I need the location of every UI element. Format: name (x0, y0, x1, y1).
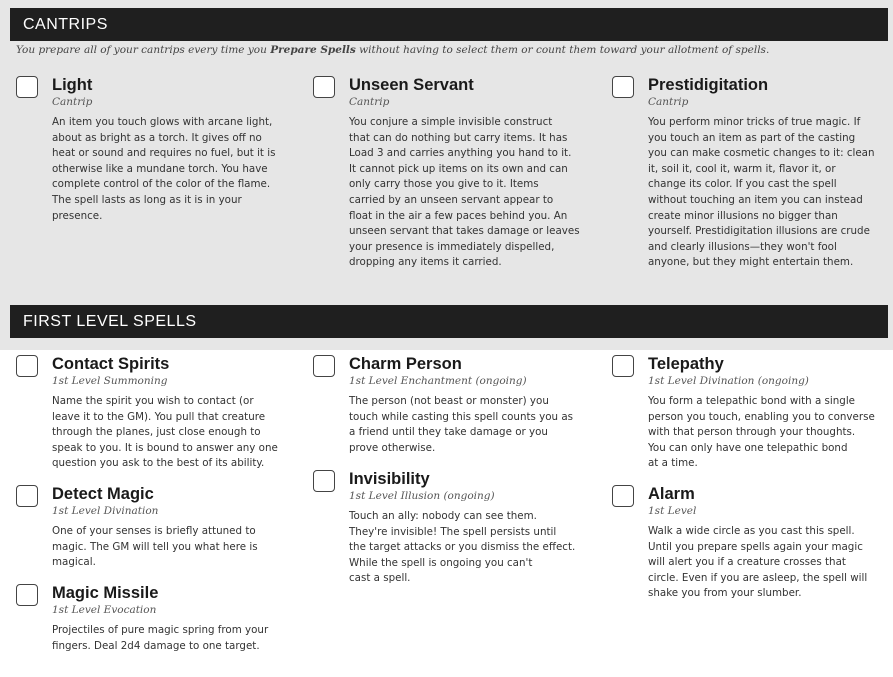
cantrips-header: CANTRIPS (10, 8, 888, 41)
prepare-checkbox[interactable] (16, 76, 38, 98)
spell-description: Walk a wide circle as you cast this spell. Until you prepare spells again your magic will alert you if a creature crosses that circle. Even if you are asleep, the spell will shake you from your slumber. (648, 525, 868, 600)
prepare-checkbox[interactable] (313, 76, 335, 98)
spell-description: Touch an ally: nobody can see them. They're invisible! The spell persists until the target attacks or you dismiss the effect. While the spell is ongoing you can't cast a spell. (349, 510, 576, 585)
spell-description: One of your senses is briefly attuned to magic. The GM will tell you what here is magical. (52, 525, 258, 569)
spell-level: 1st Level Divination (52, 505, 159, 517)
spell-level: 1st Level Summoning (52, 375, 168, 387)
cantrips-intro: You prepare all of your cantrips every time you Prepare Spells without having to select them or count them toward your allotment of spells. (16, 44, 770, 56)
spell-name: Unseen Servant (349, 76, 474, 94)
spell-name: Contact Spirits (52, 355, 170, 373)
spell-name: Light (52, 76, 93, 94)
prepare-checkbox[interactable] (313, 355, 335, 377)
spell-name: Invisibility (349, 470, 430, 488)
prepare-checkbox[interactable] (16, 485, 38, 507)
spell-description: Projectiles of pure magic spring from your fingers. Deal 2d4 damage to one target. (52, 624, 269, 652)
spell-name: Telepathy (648, 355, 724, 373)
prepare-checkbox[interactable] (612, 355, 634, 377)
spell-name: Detect Magic (52, 485, 154, 503)
prepare-checkbox[interactable] (612, 76, 634, 98)
spell-level: Cantrip (648, 96, 689, 108)
spell-description: The person (not beast or monster) you touch while casting this spell counts you as a friend until they take damage or you prove otherwise. (349, 395, 574, 454)
spell-name: Alarm (648, 485, 695, 503)
prepare-checkbox[interactable] (16, 584, 38, 606)
spell-level: Cantrip (52, 96, 93, 108)
spell-level: 1st Level Enchantment (ongoing) (349, 375, 527, 387)
spell-description: Name the spirit you wish to contact (or leave it to the GM). You pull that creature through the planes, just close enough to speak to you. It is bound to answer any one question you ask to the best of its ability. (52, 395, 278, 470)
spell-level: 1st Level (648, 505, 697, 517)
spell-level: Cantrip (349, 96, 390, 108)
spell-name: Prestidigitation (648, 76, 769, 94)
spell-description: You perform minor tricks of true magic. If you touch an item as part of the casting you can make cosmetic changes to it: clean it, soil it, cool it, warm it, flavor it, or change its color. If you cast the spell without touching an item you can instead create minor illusions no bigger than yourself. Prestidigitation illusions are crude and clearly illusions—they won't fool anyone, but they might entertain them. (648, 116, 875, 269)
prepare-checkbox[interactable] (313, 470, 335, 492)
spell-level: 1st Level Divination (ongoing) (648, 375, 809, 387)
spell-description: You conjure a simple invisible construct that can do nothing but carry items. It has Load 3 and carries anything you hand to it. It cannot pick up items on its own and can only carry those you give to it. Items carried by an unseen servant appear to float in the air a few paces behind you. An unseen servant that takes damage or leaves your presence is immediately dispelled, dropping any items it carried. (349, 116, 580, 269)
spell-description: You form a telepathic bond with a single person you touch, enabling you to converse with that person through your thoughts. You can only have one telepathic bond at a time. (648, 395, 875, 470)
spell-level: 1st Level Evocation (52, 604, 157, 616)
first-level-header: FIRST LEVEL SPELLS (10, 305, 888, 338)
spell-name: Magic Missile (52, 584, 159, 602)
spell-level: 1st Level Illusion (ongoing) (349, 490, 495, 502)
spell-description: An item you touch glows with arcane light, about as bright as a torch. It gives off no heat or sound and requires no fuel, but it is otherwise like a mundane torch. You have complete control of the color of the flame. The spell lasts as long as it is in your presence. (52, 116, 276, 222)
spell-name: Charm Person (349, 355, 462, 373)
prepare-checkbox[interactable] (16, 355, 38, 377)
prepare-checkbox[interactable] (612, 485, 634, 507)
